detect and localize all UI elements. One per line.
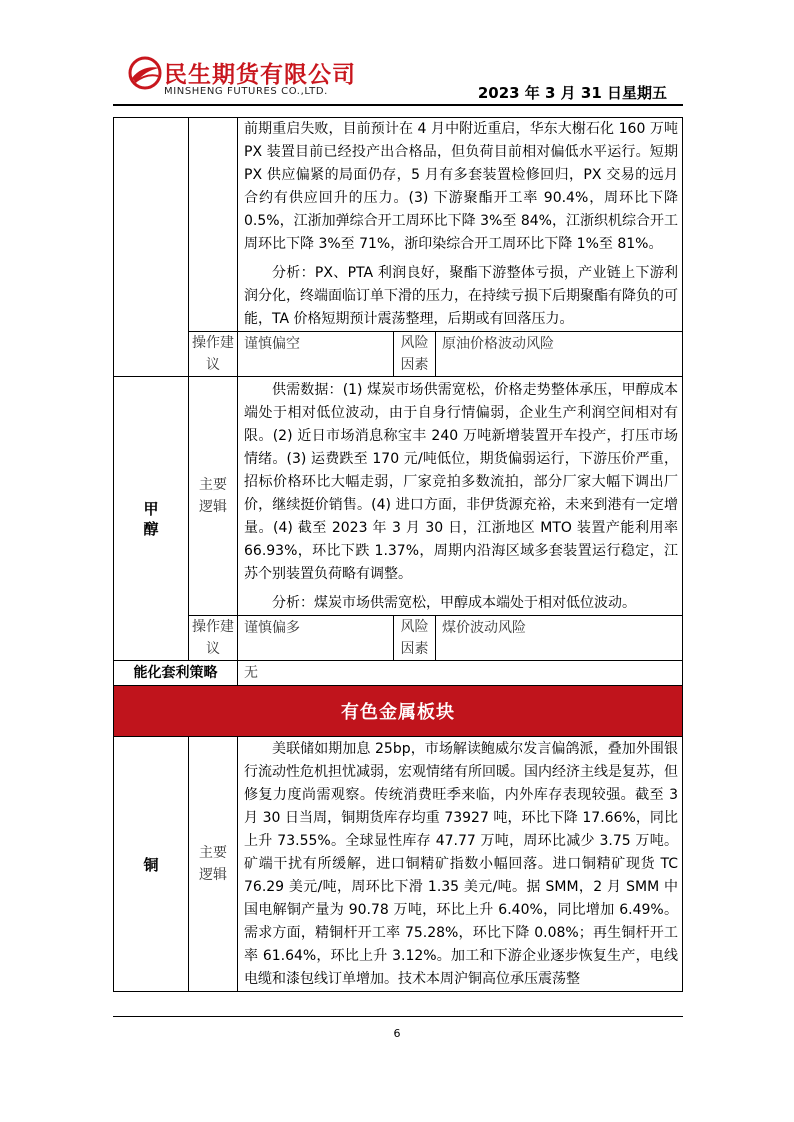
pta-product-cell xyxy=(114,118,189,377)
arbitrage-row xyxy=(114,661,683,686)
pta-logic-label-cell xyxy=(189,118,238,332)
report-date: 2023 年 3 月 31 日星期五 xyxy=(477,84,667,102)
methanol-risk-label: 风险因素 xyxy=(394,616,436,661)
methanol-risk-value: 煤价波动风险 xyxy=(436,616,683,661)
copper-logic-row xyxy=(114,737,683,992)
copper-paragraph: 美联储如期加息 25bp，市场解读鲍威尔发言偏鸽派，叠加外围银行流动性危机担忧减弱，宏观情绪有所回暖。国内经济主线是复苏，但修复力度尚需观察。传统消费旺季来临，内外库存表现较强。截至 3 月 30 日当周，铜期货库存均重 73927 吨，环比下降 17.66%，同比上升 73.55%。全球显性库存 47.77 万吨，周环比减少 3.75 万吨。矿端干扰有所缓解，进口铜精矿指数小幅回落。进口铜精矿现货 TC 76.29 美元/吨，周环比下滑 1.35 美元/吨。据 SMM，2 月 SMM 中国电解铜产量为 90.78 万吨，环比上升 6.40%，同比增加 6.49%。需求方面，精铜杆开工率 75.28%，环比下降 0.08%；再生铜杆开工率 61.64%，环比上升 3.12%。加工和下游企业逐步恢复生产，电线电缆和漆包线订单增加。技术本周沪铜高位承压震荡整 xyxy=(244,741,678,987)
header-divider xyxy=(113,104,683,106)
pta-analysis-paragraph: 分析：PX、PTA 利润良好，聚酯下游整体亏损，产业链上下游利润分化，终端面临订单下滑的压力，在持续亏损下后期聚酯有降负的可能，TA 价格短期预计震荡整理，后期或有回落压力。 xyxy=(244,265,678,327)
page-header xyxy=(0,0,794,110)
pta-op-label: 操作建议 xyxy=(189,332,238,377)
methanol-analysis-paragraph: 分析：煤炭市场供需宽松，甲醇成本端处于相对低位波动。 xyxy=(272,595,636,611)
copper-logic-cell xyxy=(238,737,683,992)
methanol-logic-label xyxy=(189,377,238,616)
page-number: 6 xyxy=(393,1027,401,1040)
arbitrage-value: 无 xyxy=(238,661,683,686)
footer-divider xyxy=(113,1016,683,1017)
metals-section-row xyxy=(114,686,683,737)
pta-operation-row xyxy=(114,332,683,377)
copper-logic-label xyxy=(189,737,238,992)
methanol-logic-label-text: 主要逻辑 xyxy=(199,477,227,515)
methanol-product-label: 甲醇 xyxy=(143,499,159,538)
arbitrage-label: 能化套利策略 xyxy=(114,661,238,686)
company-logo xyxy=(128,56,368,102)
methanol-logic-row xyxy=(114,377,683,616)
methanol-logic-cell xyxy=(238,377,683,616)
pta-risk-label: 风险因素 xyxy=(394,332,436,377)
methanol-product xyxy=(114,377,189,661)
company-name-cn: 民生期货有限公司 xyxy=(164,62,356,88)
pta-paragraph: 前期重启失败，目前预计在 4 月中附近重启，华东大榭石化 160 万吨 PX 装置目前已经投产出合格品，但负荷目前相对偏低水平运行。短期 PX 供应偏紧的局面仍存，5 月有多套装置检修回归，PX 交易的远月合约有供应回升的压力。(3) 下游聚酯开工率 90.4%，周环比下降 0.5%，江浙加弹综合开工周环比下降 3%至 84%，江浙织机综合开工周环比下降 3%至 71%，浙印染综合开工周环比下降 1%至 81%。 xyxy=(244,121,678,252)
copper-logic-label-text: 主要逻辑 xyxy=(199,845,227,883)
methanol-operation-row xyxy=(114,616,683,661)
company-name-en: MINSHENG FUTURES CO.,LTD. xyxy=(164,86,328,97)
methanol-op-value: 谨慎偏多 xyxy=(238,616,394,661)
report-table xyxy=(113,117,683,992)
pta-logic-row xyxy=(114,118,683,332)
minsheng-logo-icon xyxy=(128,56,162,90)
report-table-container xyxy=(113,117,683,992)
pta-logic-cell xyxy=(238,118,683,332)
pta-risk-value: 原油价格波动风险 xyxy=(436,332,683,377)
pta-op-value: 谨慎偏空 xyxy=(238,332,394,377)
copper-product: 铜 xyxy=(114,737,189,992)
methanol-supply-paragraph: 供需数据：(1) 煤炭市场供需宽松，价格走势整体承压，甲醇成本端处于相对低位波动，由于自身行情偏弱，企业生产利润空间相对有限。(2) 近日市场消息称宝丰 240 万吨新增装置开车投产，打压市场情绪。(3) 运费跌至 170 元/吨低位，期货偏弱运行，下游压价严重，招标价格环比大幅走弱，厂家竞拍多数流拍，部分厂家大幅下调出厂价，继续挺价销售。(4) 进口方面，非伊货源充裕，未来到港有一定增量。(4) 截至 2023 年 3 月 30 日，江浙地区 MTO 装置产能利用率 66.93%，环比下跌 1.37%，周期内沿海区域多套装置运行稳定，江苏个别装置负荷略有调整。 xyxy=(244,382,678,582)
methanol-op-label: 操作建议 xyxy=(189,616,238,661)
metals-section-title: 有色金属板块 xyxy=(114,686,683,737)
